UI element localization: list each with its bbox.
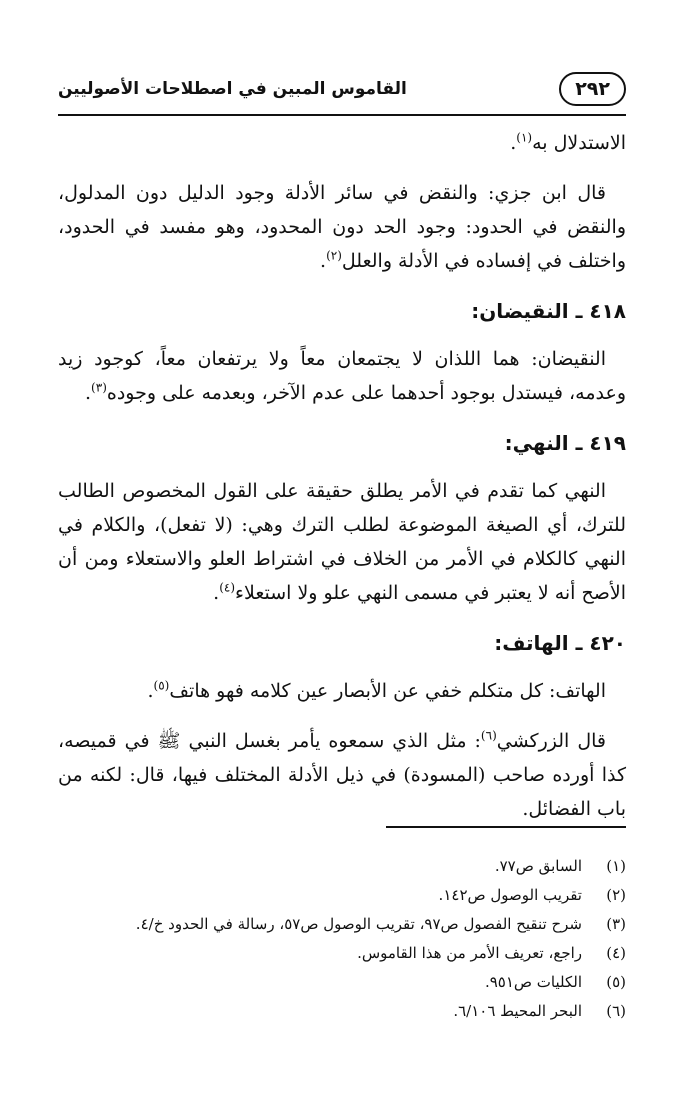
footnote-text: البحر المحيط ٦/١٠٦. <box>453 1002 582 1020</box>
entry-heading-420: ٤٢٠ ـ الهاتف: <box>494 631 626 655</box>
footnote-ref: (٦) <box>480 728 497 743</box>
footnote-number: (٦) <box>606 1002 626 1020</box>
page-header <box>58 64 626 116</box>
footnotes <box>58 852 626 1026</box>
paragraph-end: . <box>510 132 517 154</box>
footnote <box>58 881 626 910</box>
entry-text-420 <box>58 674 626 708</box>
paragraph-end: . <box>147 680 154 702</box>
paragraph-text: الاستدلال به <box>532 132 626 154</box>
footnote <box>58 852 626 881</box>
footnote-text: شرح تنقيح الفصول ص٩٧، تقريب الوصول ص٥٧، رسالة في الحدود خ/٤. <box>135 915 582 933</box>
footnote-number: (٣) <box>606 915 626 933</box>
paragraph-text: الهاتف: كل متكلم خفي عن الأبصار عين كلامه فهو هاتف <box>169 680 606 702</box>
footnote-divider <box>386 826 626 828</box>
footnote <box>58 939 626 968</box>
footnote-ref: (٥) <box>153 678 170 693</box>
page-number: ٢٩٢ <box>559 72 626 106</box>
paragraph-text: قال ابن جزي: والنقض في سائر الأدلة وجود الدليل دون المدلول، والنقض في الحدود: وجود الحد دون المحدود، وهو مفسد في الحدود، واختلف في إفساده في الأدلة والعلل <box>58 182 626 272</box>
footnote <box>58 968 626 997</box>
running-title: القاموس المبين في اصطلاحات الأصوليين <box>58 79 407 99</box>
paragraph-end: . <box>320 250 327 272</box>
footnote-text: راجع، تعريف الأمر من هذا القاموس. <box>357 944 582 962</box>
footnote-number: (٥) <box>606 973 626 991</box>
paragraph-text-continued: : مثل الذي سمعوه يأمر بغسل النبي ﷺ في قميصه، كذا أورده صاحب (المسودة) في ذيل الأدلة المختلف فيها، قال: لكنه من باب الفضائل. <box>58 730 626 820</box>
paragraph-ibn-juzayy <box>58 176 626 278</box>
paragraph-text: النقيضان: هما اللذان لا يجتمعان معاً ولا يرتفعان معاً، كوجود زيد وعدمه، فيستدل بوجود أحدهما على عدم الآخر، وبعدمه على وجوده <box>58 348 626 404</box>
paragraph-end: . <box>85 382 92 404</box>
entry-text-418 <box>58 342 626 410</box>
entry-text-419 <box>58 474 626 610</box>
footnote-number: (١) <box>606 857 626 875</box>
main-text <box>58 126 626 842</box>
paragraph-text: النهي كما تقدم في الأمر يطلق حقيقة على القول المخصوص الطالب للترك، أي الصيغة الموضوعة لطلب الترك وهي: (لا تفعل)، والكلام في النهي كالكلام في الأمر من الخلاف في اشتراط العلو والاستعلاء ومن أن الأصح أنه لا يعتبر في مسمى النهي علو ولا استعلاء <box>58 480 626 604</box>
footnote <box>58 997 626 1026</box>
footnote-text: السابق ص٧٧. <box>494 857 582 875</box>
paragraph-text: قال الزركشي <box>496 730 606 752</box>
footnote-text: تقريب الوصول ص١٤٢. <box>438 886 582 904</box>
entry-heading-419: ٤١٩ ـ النهي: <box>504 431 626 455</box>
footnote-number: (٤) <box>606 944 626 962</box>
footnote-ref: (٢) <box>326 248 342 263</box>
paragraph-zarkashi <box>58 724 626 826</box>
footnote-ref: (٤) <box>219 580 236 595</box>
paragraph-end: . <box>213 582 220 604</box>
footnote-number: (٢) <box>606 886 626 904</box>
footnote-text: الكليات ص٩٥١. <box>484 973 582 991</box>
footnote-ref: (٣) <box>91 380 107 395</box>
continued-paragraph <box>58 126 626 160</box>
footnote <box>58 910 626 939</box>
footnote-ref: (١) <box>516 130 533 145</box>
entry-heading-418: ٤١٨ ـ النقيضان: <box>471 299 626 323</box>
